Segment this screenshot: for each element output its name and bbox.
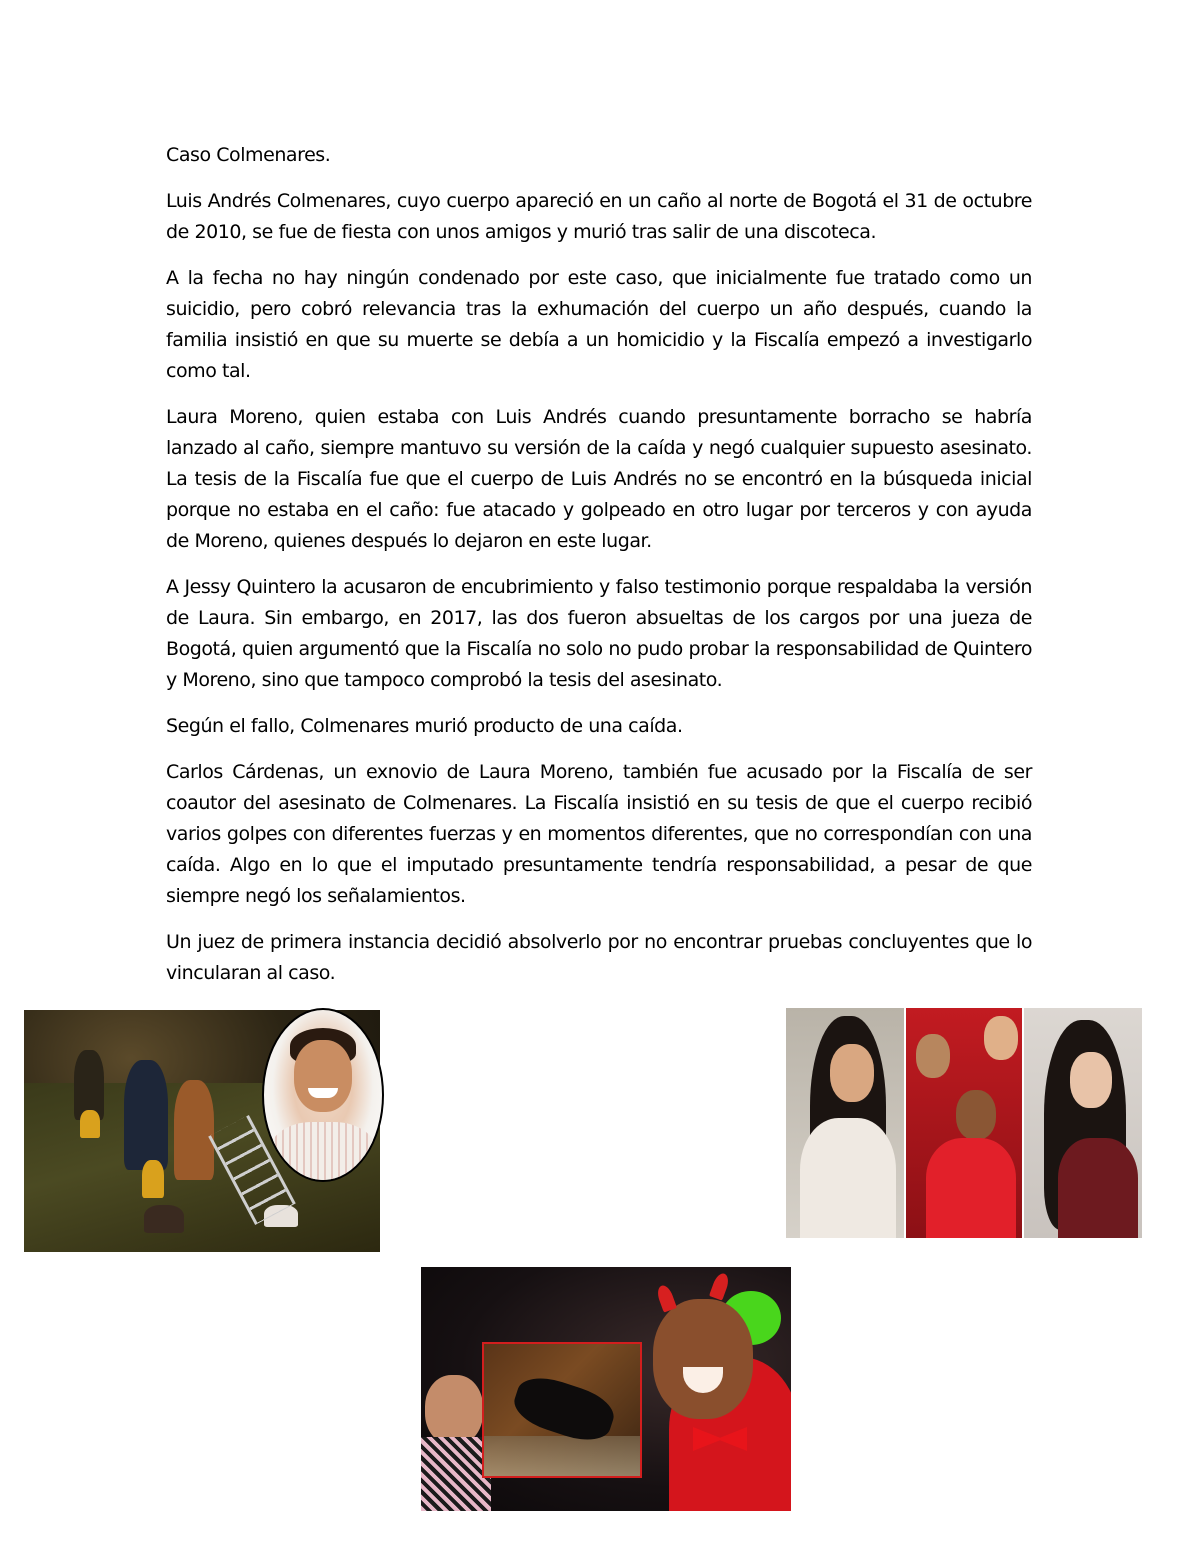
red-jacket	[926, 1138, 1016, 1238]
jacket	[1058, 1138, 1138, 1238]
portrait-woman-right	[1024, 1008, 1142, 1238]
body-in-canal-inset	[482, 1342, 642, 1478]
firefighter-figure	[174, 1080, 214, 1180]
shirt	[270, 1122, 376, 1182]
devil-horn	[709, 1271, 731, 1300]
portrait-group-party	[906, 1008, 1022, 1238]
paragraph: Carlos Cárdenas, un exnovio de Laura Moreno, también fue acusado por la Fiscalía de ser coautor del asesinato de Colmenares. La Fiscalía insistió en su tesis de que el cuerpo recibió varios golpes con diferentes fuerzas y en momentos diferentes, que no correspondían con una caída. Algo en lo que el imputado presuntamente tendría responsabilidad, a pesar de que siempre negó los señalamientos.	[166, 761, 1032, 907]
face	[830, 1044, 874, 1102]
portrait-woman-left	[786, 1008, 904, 1238]
paragraph: Según el fallo, Colmenares murió producto de una caída.	[166, 715, 683, 737]
rescuer-boots	[142, 1160, 164, 1198]
face	[1070, 1052, 1112, 1108]
face	[956, 1090, 996, 1140]
face	[653, 1299, 753, 1419]
face	[984, 1016, 1018, 1060]
paragraph: Luis Andrés Colmenares, cuyo cuerpo apareció en un caño al norte de Bogotá el 31 de octubre de 2010, se fue de fiesta con unos amigos y murió tras salir de una discoteca.	[166, 190, 1032, 243]
blouse	[800, 1118, 896, 1238]
party-collage-photo	[421, 1267, 791, 1511]
rescuer-figure	[124, 1060, 168, 1170]
paragraph: A la fecha no hay ningún condenado por este caso, que inicialmente fue tratado como un suicidio, pero cobró relevancia tras la exhumación del cuerpo un año después, cuando la familia insistió en que su muerte se debía a un homicidio y la Fiscalía empezó a investigarlo como tal.	[166, 267, 1032, 382]
victim-portrait-inset	[262, 1008, 384, 1182]
paragraph: Laura Moreno, quien estaba con Luis Andrés cuando presuntamente borracho se habría lanzado al caño, siempre mantuvo su versión de la caída y negó cualquier supuesto asesinato. La tesis de la Fiscalía fue que el cuerpo de Luis Andrés no se encontró en la búsqueda inicial porque no estaba en el caño: fue atacado y golpeado en otro lugar por terceros y con ayuda de Moreno, quienes después lo dejaron en este lugar.	[166, 406, 1032, 552]
paragraph: A Jessy Quintero la acusaron de encubrimiento y falso testimonio porque respaldaba la versión de Laura. Sin embargo, en 2017, las dos fueron absueltas de los cargos por una jueza de Bogotá, quien argumentó que la Fiscalía no solo no pudo probar la responsabilidad de Quintero y Moreno, sino que tampoco comprobó la tesis del asesinato.	[166, 576, 1032, 691]
face	[916, 1034, 950, 1078]
document-body	[166, 140, 1032, 1004]
suspects-photo-strip	[786, 1008, 1142, 1238]
bystander-boots	[80, 1110, 100, 1138]
water	[484, 1436, 640, 1476]
paragraph: Un juez de primera instancia decidió absolverlo por no encontrar pruebas concluyentes que lo vincularan al caso.	[166, 931, 1032, 984]
document-title: Caso Colmenares.	[166, 144, 331, 166]
face	[294, 1040, 352, 1112]
face	[425, 1375, 483, 1445]
striped-top	[421, 1437, 491, 1511]
crouching-figure	[144, 1205, 184, 1233]
devil-horn	[655, 1283, 677, 1312]
